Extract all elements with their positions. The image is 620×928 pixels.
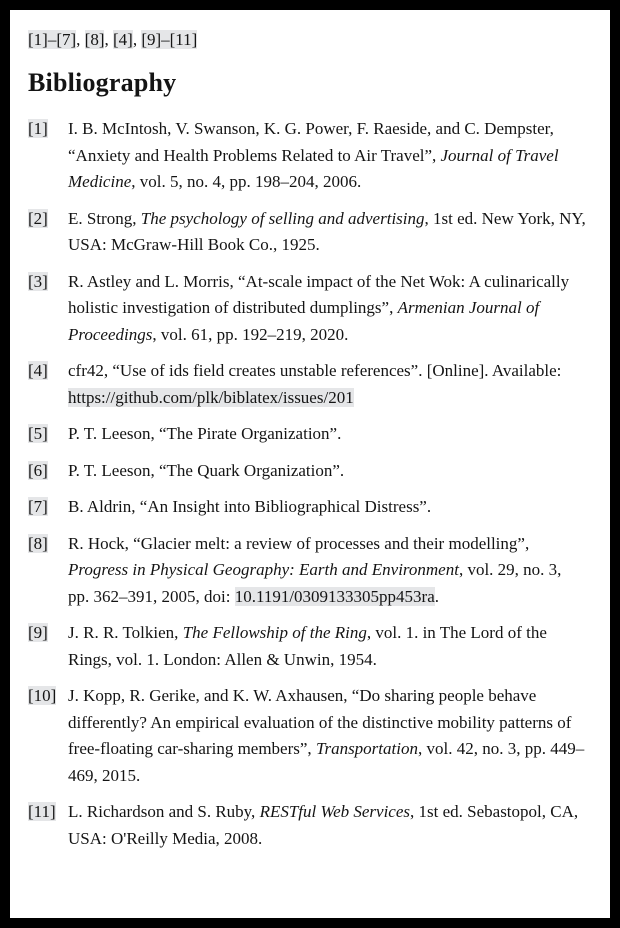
text-segment: L. Richardson and S. Ruby, (68, 802, 260, 821)
text-segment: , vol. 5, no. 4, pp. 198–204, 2006. (131, 172, 362, 191)
italic-text-segment: RESTful Web Services (259, 802, 411, 821)
entry-text (68, 799, 586, 852)
text-segment: , vol. 1. in The Lord of the Rings, vol. 1. London: Allen & Unwin, 1954. (68, 623, 547, 669)
entry-text (68, 206, 586, 259)
bibliography-entry (28, 358, 586, 411)
text-segment: E. Strong, (68, 208, 141, 228)
entry-label-column (28, 799, 68, 852)
bibliography-entry (28, 206, 586, 259)
italic-text-segment: Transportation (315, 739, 418, 758)
citation-ref-link[interactable]: [1]–[7] (28, 30, 77, 49)
text-segment: J. R. R. Tolkien, (68, 623, 183, 642)
entry-label-column (28, 116, 68, 196)
entry-label-column (28, 683, 68, 789)
entry-label-column (28, 269, 68, 349)
text-segment: R. Astley and L. Morris, “At-scale impact of the Net Wok: A culinarically holistic investigation of distributed dumplings”, (68, 271, 570, 317)
entry-text (68, 421, 586, 448)
bibliography-heading: Bibliography (28, 68, 177, 97)
text-segment: R. Hock, “Glacier melt: a review of processes and their modelling”, (68, 533, 530, 553)
entry-label-column (28, 494, 68, 521)
bibliography-entry (28, 683, 586, 789)
entry-number-link[interactable]: [4] (28, 361, 48, 380)
external-link[interactable]: 10.1191/0309133305pp453ra (234, 586, 435, 606)
text-segment: , vol. 42, no. 3, pp. 449–469, 2015. (68, 739, 585, 785)
entry-number-link[interactable]: [1] (28, 119, 48, 138)
entry-number-link[interactable]: [11] (28, 802, 56, 821)
bibliography-entry (28, 494, 586, 521)
entry-label-column (28, 531, 68, 611)
bibliography-entry (28, 799, 586, 852)
bibliography-entry (28, 620, 586, 673)
text-segment: cfr42, “Use of ids field creates unstable references”. [Online]. Available: (68, 361, 562, 380)
entry-number-link[interactable]: [8] (28, 533, 48, 553)
italic-text-segment: The Fellowship of the Ring (182, 623, 367, 642)
text-segment: , (104, 30, 113, 49)
entry-label-column (28, 206, 68, 259)
entry-label-column (28, 620, 68, 673)
bibliography-entry (28, 531, 586, 611)
citation-ref-link[interactable]: [8] (84, 30, 105, 49)
text-segment: . (434, 586, 440, 606)
italic-text-segment: Journal of Travel Medicine (68, 145, 559, 191)
entry-number-link[interactable]: [2] (28, 208, 48, 228)
entry-number-link[interactable]: [7] (28, 497, 48, 516)
text-segment: , vol. 29, no. 3, pp. 362–391, 2005, doi: (68, 560, 562, 606)
entry-text (68, 458, 586, 485)
external-link[interactable]: https://github.com/plk/biblatex/issues/201 (68, 387, 354, 407)
entry-number-link[interactable]: [9] (28, 623, 48, 642)
bibliography-entry (28, 269, 586, 349)
citation-line (28, 27, 586, 53)
entry-text (68, 358, 586, 411)
text-segment: P. T. Leeson, “The Quark Organization”. (68, 460, 345, 480)
entry-number-link[interactable]: [5] (28, 424, 48, 443)
text-segment: , vol. 61, pp. 192–219, 2020. (152, 324, 349, 344)
text-segment: , (76, 30, 85, 49)
entry-text (68, 531, 586, 611)
bibliography-entry (28, 421, 586, 448)
entry-number-link[interactable]: [6] (28, 460, 48, 480)
text-segment: , 1st ed. Sebastopol, CA, USA: O'Reilly Media, 2008. (68, 802, 579, 848)
text-segment: , 1st ed. New York, NY, USA: McGraw-Hill Book Co., 1925. (68, 208, 586, 254)
text-segment: B. Aldrin, “An Insight into Bibliographical Distress”. (68, 497, 432, 516)
text-segment: I. B. McIntosh, V. Swanson, K. G. Power, F. Raeside, and C. Dempster, “Anxiety and Health Problems Related to Air Travel”, (68, 119, 554, 165)
entry-text (68, 116, 586, 196)
entry-number-link[interactable]: [3] (28, 271, 48, 291)
bibliography-list (28, 116, 586, 852)
italic-text-segment: The psychology of selling and advertising (140, 208, 425, 228)
entry-text (68, 494, 586, 521)
text-segment: P. T. Leeson, “The Pirate Organization”. (68, 424, 342, 443)
italic-text-segment: Progress in Physical Geography: Earth and Environment (68, 560, 459, 579)
bibliography-entry (28, 458, 586, 485)
citation-ref-link[interactable]: [9]–[11] (141, 30, 198, 49)
bibliography-entry (28, 116, 586, 196)
entry-text (68, 269, 586, 349)
text-segment: , (132, 30, 142, 49)
citation-ref-link[interactable]: [4] (112, 30, 133, 49)
italic-text-segment: Armenian Journal of Proceedings (68, 298, 540, 344)
entry-label-column (28, 358, 68, 411)
entry-label-column (28, 458, 68, 485)
entry-text (68, 683, 586, 789)
entry-label-column (28, 421, 68, 448)
entry-number-link[interactable]: [10] (28, 686, 57, 705)
text-segment: J. Kopp, R. Gerike, and K. W. Axhausen, “Do sharing people behave differently? An empirical evaluation of the distinctive mobility patterns of free-floating car-sharing members”, (68, 686, 572, 758)
entry-text (68, 620, 586, 673)
